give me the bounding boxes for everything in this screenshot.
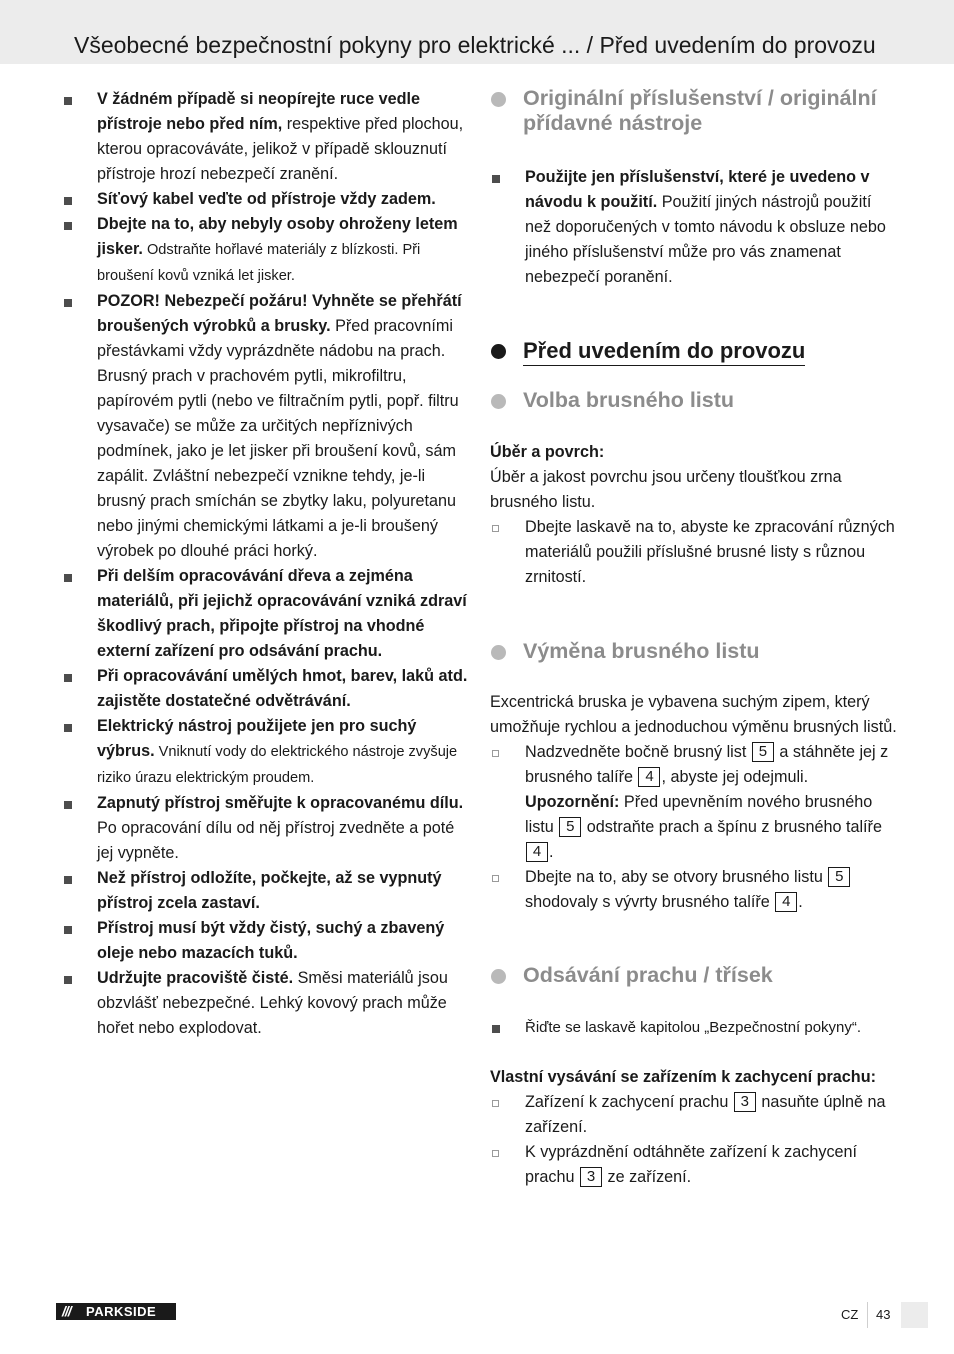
list-item-bold: Síťový kabel veďte od přístroje vždy zadem. (97, 190, 436, 208)
page-title: Všeobecné bezpečnostní pokyny pro elektrické ... / Před uvedením do provozu (74, 32, 876, 58)
list-item-text: Odstraňte hořlavé materiály z blízkosti. Při broušení kovů vzniká let jisker. (97, 242, 421, 284)
circle-bullet-icon (491, 969, 506, 984)
part-number: 3 (580, 1167, 602, 1187)
hollow-square-bullet-icon (492, 525, 499, 532)
section-heading-odsavani (490, 963, 900, 988)
left-column (62, 87, 472, 1041)
list-item-bold: Použijte jen příslušenství, které je uvedeno v návodu k použití. (525, 168, 870, 211)
list-item-text: Po opracování dílu od něj přístroj zvedněte a poté jej vypněte. (97, 819, 455, 862)
paragraph: Excentrická bruska je vybavena suchým zipem, který umožňuje rychlou a jednoduchou výměnu brusných listů. (490, 693, 897, 736)
circle-bullet-icon (491, 92, 506, 107)
list-item-bold: Zapnutý přístroj směřujte k opracovanému dílu. (97, 794, 464, 812)
part-number: 5 (752, 742, 774, 762)
square-bullet-icon (64, 674, 72, 682)
square-bullet-icon (492, 1025, 500, 1033)
square-bullet-icon (64, 299, 72, 307)
page-number: 43 (876, 1307, 891, 1322)
language-code: CZ (841, 1307, 859, 1322)
list-item-bold: Udržujte pracoviště čisté. (97, 969, 294, 987)
footer-tab (901, 1302, 928, 1328)
logo-brand: PARKSIDE (86, 1304, 157, 1319)
section-heading-volba (490, 388, 900, 413)
text: odstraňte prach a špínu z brusného talíře (582, 818, 882, 836)
square-bullet-icon (64, 976, 72, 984)
list-item (62, 564, 472, 664)
list-item-text: Dbejte laskavě na to, abyste ke zpracování různých materiálů použili příslušné brusné listy s různou zrnitostí. (525, 518, 895, 586)
square-bullet-icon (64, 197, 72, 205)
heading-text: Před uvedením do provozu (523, 337, 805, 366)
text: ze zařízení. (603, 1168, 692, 1186)
list-item (490, 1090, 900, 1140)
list-item (62, 87, 472, 187)
heading-text: Výměna brusného listu (523, 639, 760, 663)
right-column (490, 86, 900, 1190)
main-heading (490, 337, 900, 366)
square-bullet-icon (64, 724, 72, 732)
text: , abyste jej odejmuli. (661, 768, 809, 786)
part-number: 4 (638, 767, 660, 787)
list-item-bold: Než přístroj odložíte, počkejte, až se vypnutý přístroj zcela zastaví. (97, 869, 442, 912)
list-item-bold: Přístroj musí být vždy čistý, suchý a zbavený oleje nebo mazacích tuků. (97, 919, 445, 962)
text: a stáhněte jej z brusného talíře (525, 743, 889, 786)
list-item (490, 1140, 900, 1190)
part-number: 3 (734, 1092, 756, 1112)
list-item (62, 714, 472, 791)
list-item (62, 289, 472, 564)
heading-text: Odsávání prachu / třísek (523, 963, 773, 987)
text: Před upevněním nového brusného listu (525, 793, 873, 836)
text: shodovaly s vývrty brusného talíře (525, 893, 775, 911)
hollow-square-bullet-icon (492, 875, 499, 882)
list-item (62, 187, 472, 212)
part-number: 5 (828, 867, 850, 887)
list-item-bold: Elektrický nástroj použijete jen pro suchý výbrus. (97, 717, 417, 760)
text: Zařízení k zachycení prachu (525, 1093, 733, 1111)
list-item (490, 515, 900, 590)
list-item-text: Vniknutí vody do elektrického nástroje zvyšuje riziko úrazu elektrickým proudem. (97, 744, 458, 786)
section-heading-accessories (490, 86, 900, 136)
square-bullet-icon (64, 926, 72, 934)
list-item-bold: Při delším opracovávání dřeva a zejména materiálů, při jejichž opracovávání vzniká zdraví škodlivý prach, připojte přístroj na vhodné externí zařízení pro odsávání prachu. (97, 567, 467, 660)
list-item (62, 212, 472, 289)
list-item-text: Řiďte se laskavě kapitolou „Bezpečnostní pokyny“. (525, 1019, 862, 1036)
list-item (62, 966, 472, 1041)
list-item-bold: V žádném případě si neopírejte ruce vedle přístroje nebo před ním, (97, 90, 420, 133)
circle-bullet-icon (491, 344, 506, 359)
heading-text: Volba brusného listu (523, 388, 735, 412)
square-bullet-icon (64, 801, 72, 809)
list-item-text: Použití jiných nástrojů použití než doporučených v tomto návodu k obsluze nebo jiného příslušenství může pro vás znamenat nebezpečí poranění. (525, 193, 886, 286)
part-number: 4 (526, 842, 548, 862)
square-bullet-icon (492, 175, 500, 183)
list-item-bold: Dbejte na to, aby nebyly osoby ohroženy letem jisker. (97, 215, 458, 258)
part-number: 5 (559, 817, 581, 837)
circle-bullet-icon (491, 645, 506, 660)
square-bullet-icon (64, 574, 72, 582)
list-item (62, 866, 472, 916)
text: K vyprázdnění odtáhněte zařízení k zachycení prachu (525, 1143, 858, 1186)
section-heading-vymena (490, 639, 900, 664)
text: Dbejte na to, aby se otvory brusného listu (525, 868, 828, 886)
logo-slashes: /// (62, 1303, 71, 1319)
text: . (798, 893, 803, 911)
list-item (490, 1015, 900, 1040)
square-bullet-icon (64, 97, 72, 105)
paragraph: Úběr a jakost povrchu jsou určeny tloušťkou zrna brusného listu. (490, 468, 842, 511)
list-item (62, 791, 472, 866)
text: . (549, 843, 554, 861)
parkside-logo (56, 1303, 176, 1320)
hollow-square-bullet-icon (492, 1150, 499, 1157)
part-number: 4 (775, 892, 797, 912)
hollow-square-bullet-icon (492, 750, 499, 757)
footer-divider (867, 1302, 868, 1328)
circle-bullet-icon (491, 394, 506, 409)
square-bullet-icon (64, 876, 72, 884)
subheading-uber: Úběr a povrch: (490, 443, 605, 461)
list-item (62, 664, 472, 714)
warning-label: Upozornění: (525, 793, 620, 811)
square-bullet-icon (64, 222, 72, 230)
hollow-square-bullet-icon (492, 1100, 499, 1107)
list-item-bold: POZOR! Nebezpečí požáru! Vyhněte se přehřátí broušených výrobků a brusky. (97, 292, 462, 335)
text: Nadzvedněte bočně brusný list (525, 743, 751, 761)
list-item (490, 865, 900, 915)
list-item-text: Před pracovními přestávkami vždy vyprázdněte nádobu na prach. Brusný prach v prachovém pytli, mikrofiltru, papírovém pytli (nebo ve filtračním pytli, popř. filtru vysavače) se může za určitých nepříznivých podmínek, jako je let jisker při broušení kovů, sám zapálit. Zvláštní nebezpečí vznikne tehdy, je-li brusný prach smíchán se zbytky laku, polyuretanu nebo jinými chemickými látkami a je-li broušený výrobek po dlouhé práci horký. (97, 317, 459, 560)
heading-text: Originální příslušenství / originální přídavné nástroje (523, 86, 877, 135)
list-item (62, 916, 472, 966)
list-item-text: respektive před plochou, kterou opracováváte, jelikož v případě sklouznutí přístroje hrozí nebezpečí zranění. (97, 115, 464, 183)
list-item (490, 740, 900, 865)
list-item-text: Směsi materiálů jsou obzvlášť nebezpečné. Lehký kovový prach může hořet nebo explodovat. (97, 969, 448, 1037)
list-item-bold: Při opracovávání umělých hmot, barev, laků atd. zajistěte dostatečné odvětrávání. (97, 667, 468, 710)
subheading-vlastni: Vlastní vysávání se zařízením k zachycení prachu: (490, 1068, 876, 1086)
text: nasuňte úplně na zařízení. (525, 1093, 886, 1136)
list-item (490, 165, 900, 290)
